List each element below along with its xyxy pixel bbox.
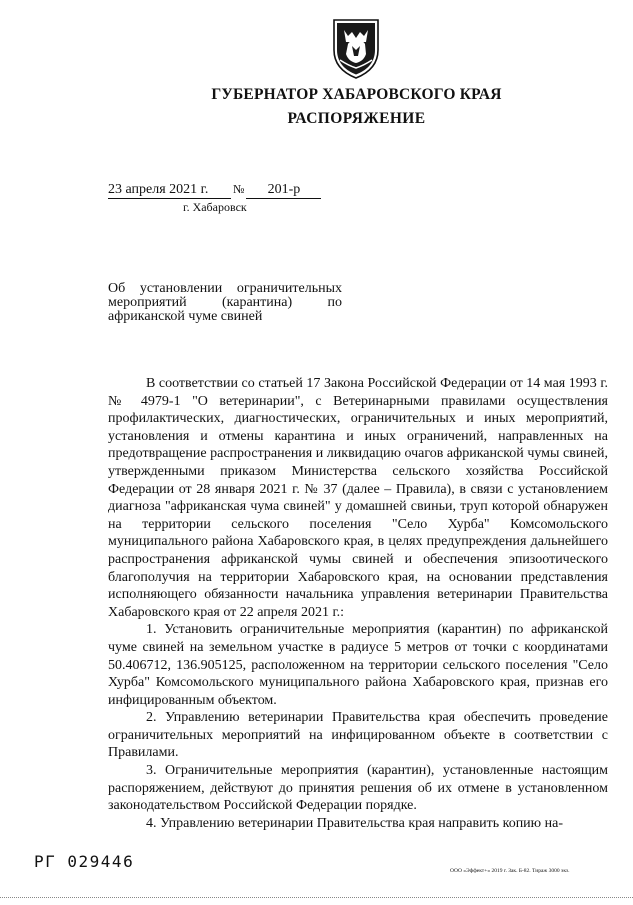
- form-serial-number: РГ 029446: [34, 852, 135, 871]
- printing-imprint: ООО «Эффект+» 2019 г. Зак. Б-82. Тираж 3000 экз.: [450, 868, 570, 874]
- number-sign: №: [233, 182, 245, 196]
- document-number: 201-р: [246, 182, 321, 199]
- clause-paragraph: 4. Управлению ветеринарии Правительства края направить копию на-: [146, 815, 564, 831]
- document-body: [108, 375, 608, 832]
- document-subject: Об установлении ограничительных мероприятий (карантина) по африканской чуме свиней: [108, 281, 342, 324]
- clause-paragraph: 3. Ограничительные мероприятия (карантин), установленные настоящим распоряжением, действуют до принятия решения об их отмене в установленном законодательством Российской Федерации порядке.: [108, 763, 608, 814]
- clause-paragraph: 1. Установить ограничительные мероприятия (карантин) по африканской чуме свиней на земельном участке в радиусе 5 метров от точки с координатами 50.406712, 136.905125, расположенном на территории сельского поселения "Село Хурба" Комсомольского муниципального района Хабаровского края, признав его инфицированным объектом.: [108, 622, 608, 708]
- date-number-line: [108, 182, 321, 199]
- document-authority: ГУБЕРНАТОР ХАБАРОВСКОГО КРАЯ: [211, 86, 502, 103]
- clause-paragraph: 2. Управлению ветеринарии Правительства края обеспечить проведение ограничительных мероприятий на инфицированном объекте в соответствии с Правилами.: [108, 710, 608, 761]
- document-type: РАСПОРЯЖЕНИЕ: [287, 110, 426, 127]
- preamble-paragraph: В соответствии со статьей 17 Закона Российской Федерации от 14 мая 1993 г. № 4979-1 "О ветеринарии", с Ветеринарными правилами осуществления профилактических, диагностических, ограничительных и иных мероприятий, установления и отмены карантина и иных ограничений, направленных на предотвращение распространения и ликвидацию очагов африканской чумы свиней, утвержденными приказом Министерства сельского хозяйства Российской Федерации от 28 января 2021 г. № 37 (далее – Правила), в связи с установлением диагноза "африканская чума свиней" у домашней свиньи, труп которой обнаружен на территории сельского поселения "Село Хурба" Комсомольского муниципального района Хабаровского края, в целях предупреждения дальнейшего распространения африканской чумы свиней и обеспечения эпизоотического благополучия на территории Хабаровского края, на основании представления исполняющего обязанности начальника управления ветеринарии Правительства Хабаровского края от 22 апреля 2021 г.:: [108, 376, 608, 620]
- document-city: г. Хабаровск: [183, 200, 247, 214]
- document-date: 23 апреля 2021 г.: [108, 182, 231, 199]
- coat-of-arms-icon: [330, 16, 382, 80]
- bottom-divider: [0, 897, 633, 898]
